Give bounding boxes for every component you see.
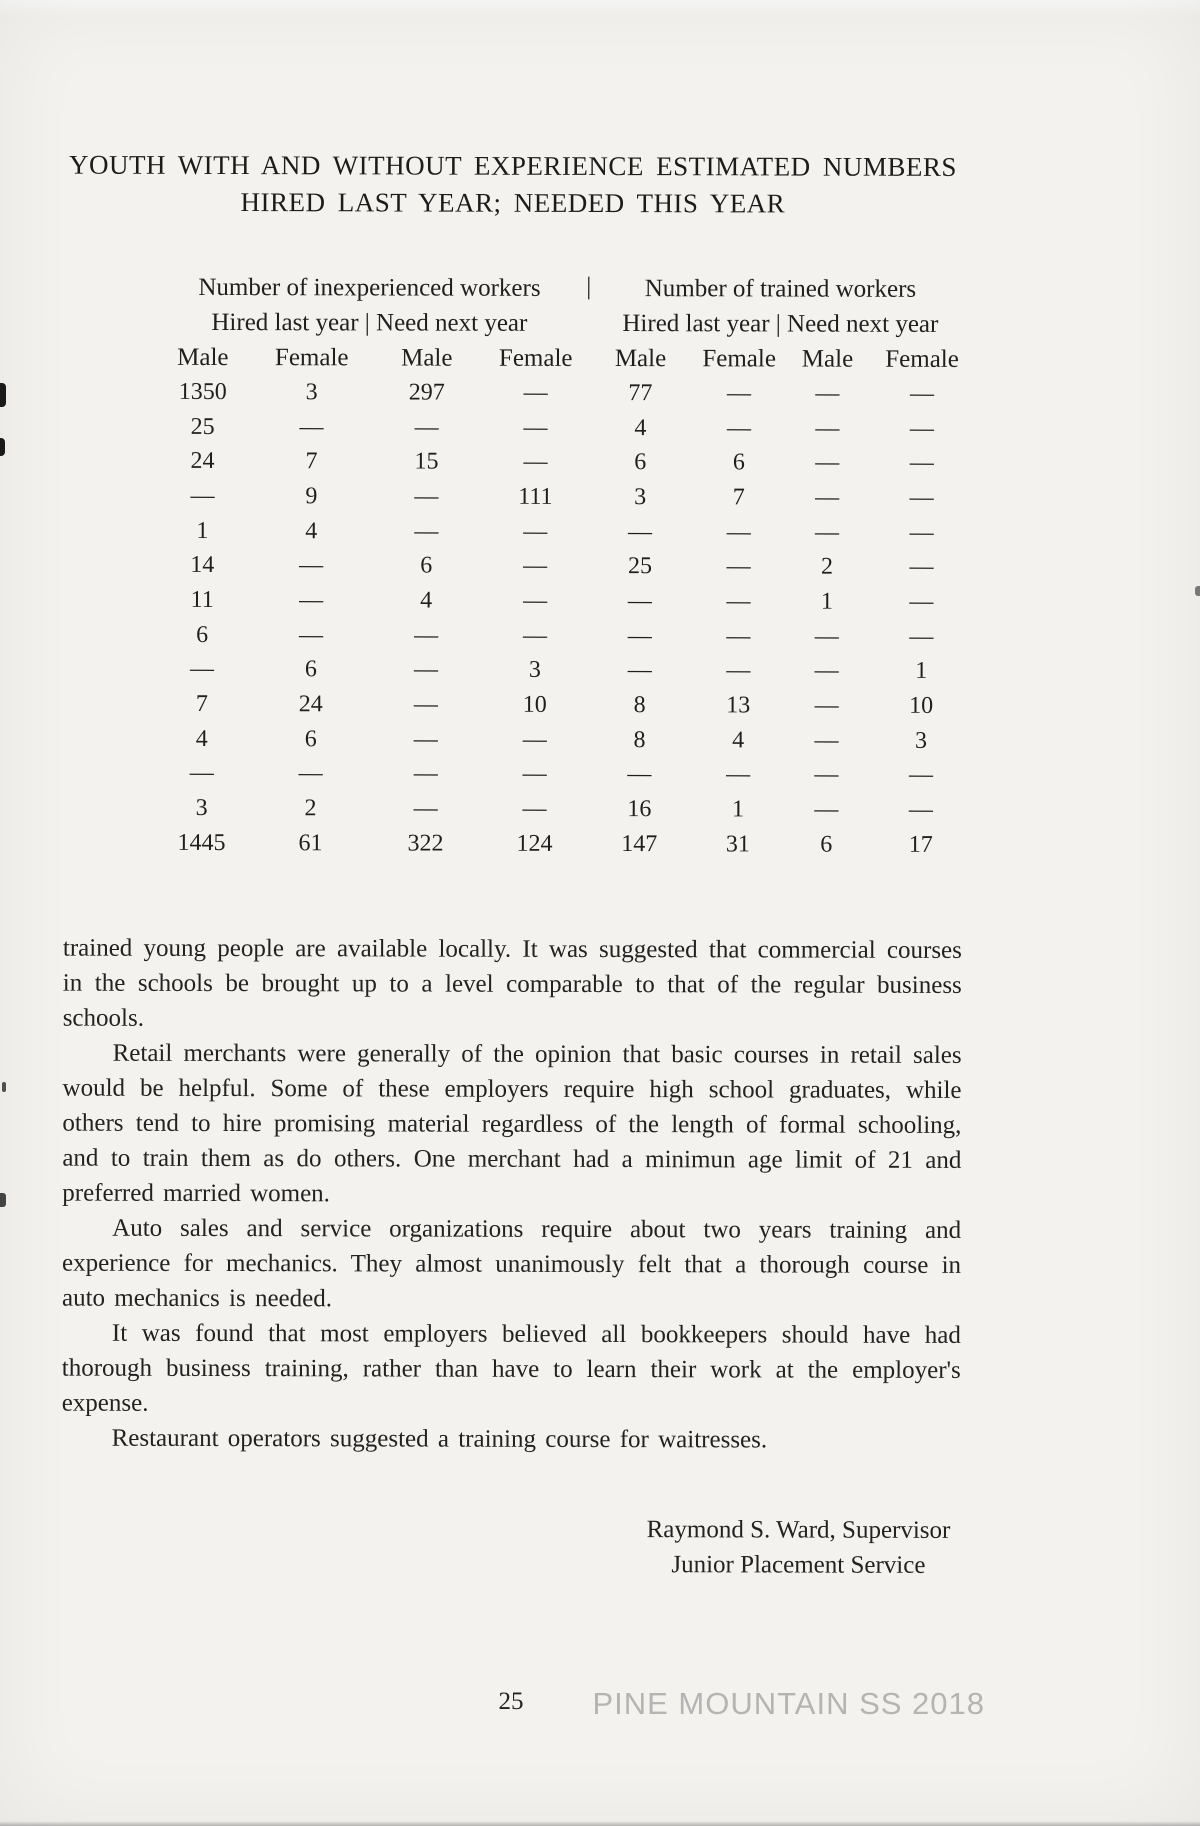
table-cell: 31 <box>725 831 750 858</box>
table-cell: — <box>815 519 840 546</box>
paragraph: Retail merchants were generally of the opinion that basic courses in retail sales would be helpful. Some of these employers require high school graduates, while others tend to hire promising material regardless of the length of formal schooling, and to train them as do others. One merchant had a minimun age limit of 21 and preferred married women. <box>62 1039 962 1207</box>
table-row <box>151 548 973 585</box>
table-row <box>150 756 972 793</box>
table-cell: 111 <box>518 483 553 510</box>
table-cell: — <box>727 380 752 407</box>
table-cell: 14 <box>190 552 215 579</box>
table-cell: — <box>627 588 652 615</box>
table-cell: — <box>814 727 839 754</box>
document-title <box>62 147 964 223</box>
signature-role: Junior Placement Service <box>671 1550 926 1579</box>
scan-artifact-mark <box>0 438 5 456</box>
table-cell: — <box>814 762 839 789</box>
table-cell: — <box>299 413 324 440</box>
table-cell: — <box>815 380 840 407</box>
table-cell: 8 <box>633 692 646 719</box>
table-cell: — <box>523 449 548 476</box>
table-cell: 8 <box>633 726 646 753</box>
group-header-inexperienced-label: Number of inexperienced workers <box>198 274 541 303</box>
table-cell: 6 <box>304 656 317 683</box>
table-cell: — <box>627 622 652 649</box>
table-cell: — <box>726 623 751 650</box>
table-cell: — <box>414 518 439 545</box>
table-cell: — <box>909 519 934 546</box>
table-cell: — <box>523 379 548 406</box>
table-row <box>151 479 973 516</box>
table-cell: 4 <box>305 517 318 544</box>
table-cell: 3 <box>195 795 208 822</box>
table-cell: 1 <box>915 658 928 685</box>
table-cell: — <box>909 450 934 477</box>
table-cell: — <box>298 621 324 648</box>
table-cell: 322 <box>407 830 444 857</box>
table-cell: 147 <box>621 830 658 857</box>
table-row <box>150 791 972 828</box>
paragraph: trained young people are available locally. It was suggested that commercial courses in the schools be brought up to a level comparable to that of the regular business schools. <box>62 934 962 1032</box>
table-cell: — <box>522 761 547 788</box>
page-number: 25 <box>498 1688 524 1715</box>
table-column-header-row <box>151 340 973 377</box>
table-cell: 16 <box>627 796 652 823</box>
table-cell: — <box>190 482 215 509</box>
column-header: Female <box>702 344 777 373</box>
column-header: Female <box>498 344 573 372</box>
table-cell: 15 <box>414 448 439 475</box>
signature-name: Raymond S. Ward, Supervisor <box>646 1515 951 1544</box>
table-cell: — <box>909 588 934 615</box>
column-header: Male <box>177 343 229 371</box>
table-cell: — <box>814 796 839 823</box>
table-cell: — <box>414 622 439 649</box>
table-cell: 4 <box>732 727 745 754</box>
table-cell: — <box>414 483 439 510</box>
scan-edge-shadow <box>0 1821 1200 1826</box>
table-cell: 1350 <box>178 378 227 405</box>
table-cell: 4 <box>420 587 433 614</box>
table-cell: — <box>523 518 548 545</box>
table-cell: — <box>909 380 935 407</box>
document-title-line2: HIRED LAST YEAR; NEEDED THIS YEAR <box>240 187 786 219</box>
watermark: PINE MOUNTAIN SS 2018 <box>592 1686 985 1721</box>
table-cell: — <box>726 414 752 441</box>
table-cell: 124 <box>516 830 553 857</box>
scan-artifact-mark <box>0 383 6 407</box>
table-cell: — <box>909 623 934 650</box>
table-cell: 6 <box>820 831 833 858</box>
table-cell: 24 <box>190 448 215 475</box>
table-cell: 3 <box>528 657 541 684</box>
signature-inner <box>646 1512 950 1583</box>
table-cell: — <box>413 795 438 822</box>
table-cell: — <box>522 726 547 753</box>
group-header-inexperienced <box>152 271 592 307</box>
table-cell: — <box>815 449 840 476</box>
table-cell: 1445 <box>177 829 226 856</box>
table-cell: 25 <box>627 553 653 580</box>
table-cell: — <box>627 761 652 788</box>
table-cell: 2 <box>820 553 834 580</box>
table-cell: — <box>726 518 751 546</box>
table-cell: 4 <box>634 414 647 441</box>
table-cell: — <box>909 554 934 581</box>
table-total-row <box>150 826 972 863</box>
table-cell: 3 <box>634 484 647 511</box>
table-cell: — <box>413 760 438 788</box>
table-row <box>151 583 973 620</box>
signature-block <box>0 1510 950 1582</box>
table-cell: 4 <box>195 725 208 752</box>
table-row <box>150 687 972 724</box>
table-cell: — <box>523 587 548 614</box>
table-cell: — <box>413 726 438 753</box>
table-row <box>151 652 973 689</box>
table-cell: — <box>726 553 751 580</box>
table-cell: — <box>909 415 934 442</box>
paragraph: Restaurant operators suggested a training course for waitresses. <box>111 1424 768 1454</box>
table-cell: 6 <box>732 449 745 476</box>
table-cell: 1 <box>196 517 209 544</box>
table-cell: 3 <box>305 379 318 406</box>
table-cell: 17 <box>908 831 933 858</box>
table-cell: — <box>726 657 751 684</box>
table-row <box>151 514 973 551</box>
column-header: Male <box>801 345 854 373</box>
column-header: Male <box>614 344 667 372</box>
subheader-trained: Hired last year | Need next year <box>622 310 939 338</box>
table-cell: 6 <box>420 552 433 579</box>
table-cell: 2 <box>304 795 317 822</box>
table-row <box>151 375 973 412</box>
table-cell: — <box>814 623 839 650</box>
table-cell: — <box>189 656 215 683</box>
table-cell: — <box>726 588 751 615</box>
table-cell: — <box>299 552 324 579</box>
table-row <box>151 618 973 655</box>
group-header-trained <box>587 272 973 308</box>
table-group-header-row <box>152 271 974 308</box>
table-cell: — <box>814 657 839 685</box>
column-header: Female <box>885 345 959 373</box>
table-row <box>151 444 973 481</box>
scan-artifact-mark <box>0 1193 6 1207</box>
table-cell: 1 <box>820 588 833 615</box>
table-cell: 61 <box>298 830 323 857</box>
table-cell: — <box>413 656 439 683</box>
table-row <box>151 410 973 447</box>
table-cell: 9 <box>305 483 318 510</box>
table-cell: 7 <box>195 691 208 718</box>
paragraph: It was found that most employers believed all bookkeepers should have had thorough business training, rather than have to learn their work at the employer's expense. <box>61 1319 961 1417</box>
table-body <box>150 375 973 863</box>
table-cell: 7 <box>732 484 745 511</box>
scan-artifact-mark <box>1195 586 1200 596</box>
column-header: Male <box>401 344 453 372</box>
table-cell: 13 <box>726 692 751 719</box>
paragraph: Auto sales and service organizations require about two years training and experience for mechanics. They almost unanimously felt that a thorough course in auto mechanics is needed. <box>61 1214 962 1312</box>
table-cell: — <box>726 761 751 788</box>
table-cell: 6 <box>634 449 647 476</box>
paragraphs <box>62 930 962 1457</box>
table-cell: 7 <box>305 448 318 475</box>
table-cell: 10 <box>522 691 547 718</box>
column-header: Female <box>274 343 349 372</box>
table-row <box>150 722 972 759</box>
table-cell: 10 <box>909 692 934 719</box>
document-title-line1: YOUTH WITH AND WITHOUT EXPERIENCE ESTIMATED NUMBERS <box>68 149 957 182</box>
table-cell: — <box>522 795 547 823</box>
group-header-trained-label: Number of trained workers <box>644 275 917 304</box>
table-cell: — <box>522 622 548 649</box>
group-header-separator: | <box>586 272 592 300</box>
table-cell: — <box>189 760 214 787</box>
table-cell: — <box>909 484 934 511</box>
table-cell: — <box>414 414 439 441</box>
table-cell: 6 <box>304 726 317 753</box>
table-cell: — <box>299 587 324 614</box>
scan-artifact-mark <box>2 1082 6 1092</box>
workers-table <box>150 271 974 863</box>
table-cell: — <box>413 691 438 718</box>
table-cell: — <box>523 553 548 580</box>
table-cell: 1 <box>731 796 745 823</box>
table-cell: — <box>628 518 653 545</box>
table-cell: — <box>523 414 548 441</box>
table-cell: 24 <box>298 691 323 718</box>
table-cell: — <box>908 762 934 789</box>
workers-table-wrap <box>150 271 974 863</box>
table-cell: 3 <box>915 727 928 754</box>
table-cell: 297 <box>408 379 445 406</box>
table-cell: — <box>908 796 933 824</box>
table-cell: — <box>298 760 323 787</box>
table-cell: — <box>814 692 839 719</box>
table-cell: — <box>815 415 840 442</box>
table-cell: 25 <box>190 413 215 440</box>
table-subheader-row <box>151 306 973 343</box>
table-cell: 11 <box>190 586 214 614</box>
table-cell: — <box>815 484 840 511</box>
table-cell: 6 <box>196 621 209 648</box>
table-cell: 77 <box>628 379 653 407</box>
subheader-inexperienced: Hired last year | Need next year <box>211 309 528 337</box>
table-cell: — <box>627 657 652 684</box>
